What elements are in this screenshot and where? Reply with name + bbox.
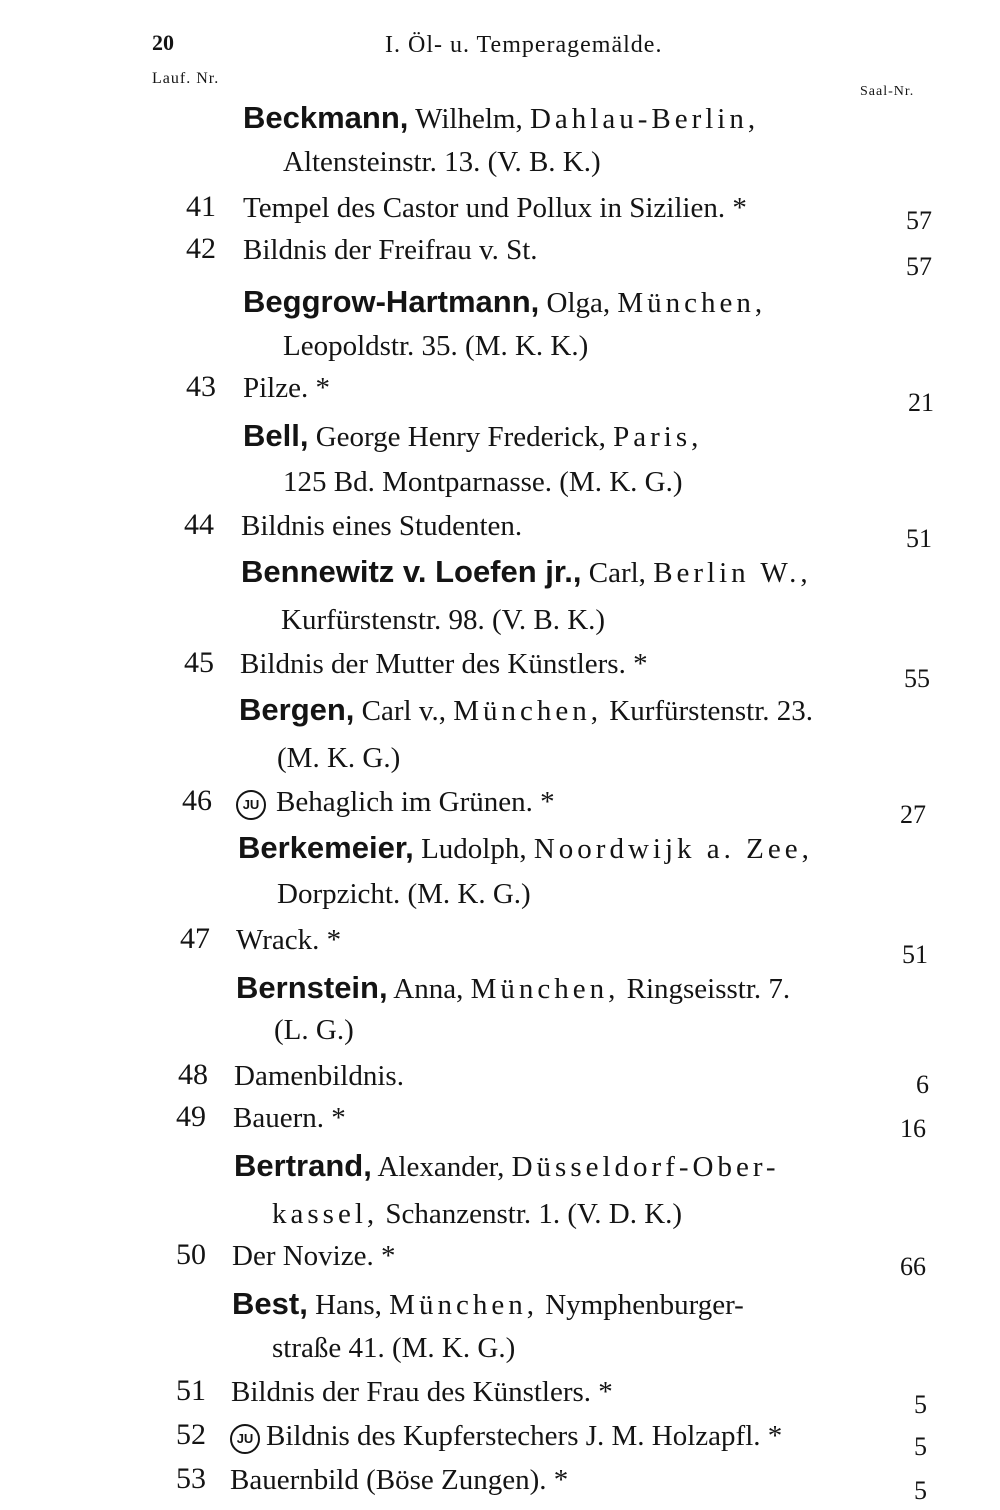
artist-heading xyxy=(232,1286,744,1322)
artist-city: München, xyxy=(470,973,620,1005)
artist-city: Berlin W., xyxy=(653,557,812,589)
artist-first-name: Anna, xyxy=(393,973,464,1005)
artist-city: Paris, xyxy=(613,421,703,453)
artist-city: Noordwijk a. Zee, xyxy=(533,833,813,865)
work-number: 49 xyxy=(176,1100,206,1133)
artist-street: Ringseisstr. 7. xyxy=(626,973,791,1005)
room-number: 51 xyxy=(902,940,928,969)
artist-name: Bergen, xyxy=(239,692,355,727)
artist-city-continued: kassel, xyxy=(272,1198,379,1230)
work-title: Wrack. * xyxy=(236,924,342,956)
artist-first-name: Carl, xyxy=(588,557,646,589)
artist-first-name: George Henry Frederick, xyxy=(315,421,606,453)
artist-heading xyxy=(239,692,813,728)
room-number: 5 xyxy=(914,1390,927,1419)
artist-name: Bernstein, xyxy=(236,970,388,1005)
room-number: 55 xyxy=(904,664,930,693)
work-number: 45 xyxy=(184,646,214,679)
work-title: Der Novize. * xyxy=(232,1240,396,1272)
work-title: Bauern. * xyxy=(233,1102,346,1134)
page-number: 20 xyxy=(152,30,174,55)
work-title: Bildnis der Freifrau v. St. xyxy=(243,234,538,266)
artist-heading xyxy=(243,284,766,320)
room-number: 5 xyxy=(914,1476,927,1505)
artist-street: Kurfürstenstr. 23. xyxy=(609,695,814,727)
work-number: 50 xyxy=(176,1238,206,1271)
running-title: I. Öl- u. Temperagemälde. xyxy=(385,32,663,58)
work-title: Damenbildnis. xyxy=(234,1060,404,1092)
artist-heading xyxy=(234,1148,780,1184)
artist-address: 125 Bd. Montparnasse. (M. K. G.) xyxy=(283,466,683,498)
artist-street: Nymphenburger- xyxy=(545,1289,744,1321)
work-number: 43 xyxy=(186,370,216,403)
artist-first-name: Hans, xyxy=(315,1289,382,1321)
artist-name: Berkemeier, xyxy=(238,830,414,865)
artist-address-line xyxy=(272,1198,682,1231)
work-number: 44 xyxy=(184,508,214,541)
work-number: 46 xyxy=(182,784,212,817)
artist-heading xyxy=(238,830,813,866)
room-number: 16 xyxy=(900,1114,926,1143)
artist-heading xyxy=(241,554,812,590)
artist-first-name: Alexander, xyxy=(377,1151,505,1183)
column-label-saal-nr: Saal-Nr. xyxy=(860,84,915,99)
room-number: 57 xyxy=(906,206,932,235)
artist-city: München, xyxy=(617,287,767,319)
column-label-lauf-nr: Lauf. Nr. xyxy=(152,70,220,87)
work-title: Bildnis des Kupferstechers J. M. Holzapfl. * xyxy=(266,1420,783,1452)
jubilee-emblem-icon: JU xyxy=(236,790,266,820)
artist-name: Beggrow-Hartmann, xyxy=(243,284,540,319)
artist-heading xyxy=(243,418,702,454)
jubilee-emblem-icon: JU xyxy=(230,1424,260,1454)
artist-name: Beckmann, xyxy=(243,100,409,135)
room-number: 27 xyxy=(900,800,926,829)
artist-city: München, xyxy=(389,1289,538,1321)
room-number: 57 xyxy=(906,252,932,281)
work-number: 48 xyxy=(178,1058,208,1091)
artist-name: Bertrand, xyxy=(234,1148,372,1183)
artist-name: Bell, xyxy=(243,418,309,453)
artist-address: (M. K. G.) xyxy=(277,742,401,774)
work-entry xyxy=(236,786,555,820)
room-number: 21 xyxy=(908,388,934,417)
artist-first-name: Olga, xyxy=(546,287,611,319)
artist-heading xyxy=(236,970,790,1006)
artist-name: Best, xyxy=(232,1286,308,1321)
work-title: Bildnis der Frau des Künstlers. * xyxy=(231,1376,613,1408)
artist-address: Leopoldstr. 35. (M. K. K.) xyxy=(283,330,589,362)
artist-city: München, xyxy=(453,695,602,727)
work-number: 42 xyxy=(186,232,216,265)
artist-address: Dorpzicht. (M. K. G.) xyxy=(277,878,531,910)
work-title: Behaglich im Grünen. * xyxy=(276,786,555,818)
artist-city: Düsseldorf-Ober- xyxy=(511,1151,780,1183)
work-title: Pilze. * xyxy=(243,372,330,404)
work-title: Bauernbild (Böse Zungen). * xyxy=(230,1464,569,1496)
room-number: 6 xyxy=(916,1070,929,1099)
work-entry xyxy=(230,1420,782,1454)
artist-heading xyxy=(243,100,759,136)
artist-address: Kurfürstenstr. 98. (V. B. K.) xyxy=(281,604,606,636)
room-number: 5 xyxy=(914,1432,927,1461)
artist-first-name: Carl v., xyxy=(361,695,446,727)
room-number: 66 xyxy=(900,1252,926,1281)
work-number: 47 xyxy=(180,922,210,955)
work-title: Bildnis eines Studenten. xyxy=(241,510,523,542)
work-number: 52 xyxy=(176,1418,206,1451)
work-title: Bildnis der Mutter des Künstlers. * xyxy=(240,648,648,680)
work-number: 51 xyxy=(176,1374,206,1407)
artist-address: Altensteinstr. 13. (V. B. K.) xyxy=(283,146,601,178)
artist-address: Schanzenstr. 1. (V. D. K.) xyxy=(385,1198,683,1230)
work-number: 53 xyxy=(176,1462,206,1495)
artist-city: Dahlau-Berlin, xyxy=(529,103,760,135)
artist-name: Bennewitz v. Loefen jr., xyxy=(241,554,582,589)
artist-address: straße 41. (M. K. G.) xyxy=(272,1332,516,1364)
room-number: 51 xyxy=(906,524,932,553)
artist-first-name: Ludolph, xyxy=(421,833,527,865)
work-number: 41 xyxy=(186,190,216,223)
work-title: Tempel des Castor und Pollux in Sizilien. * xyxy=(243,192,747,224)
artist-address: (L. G.) xyxy=(274,1014,354,1046)
artist-first-name: Wilhelm, xyxy=(415,103,523,135)
